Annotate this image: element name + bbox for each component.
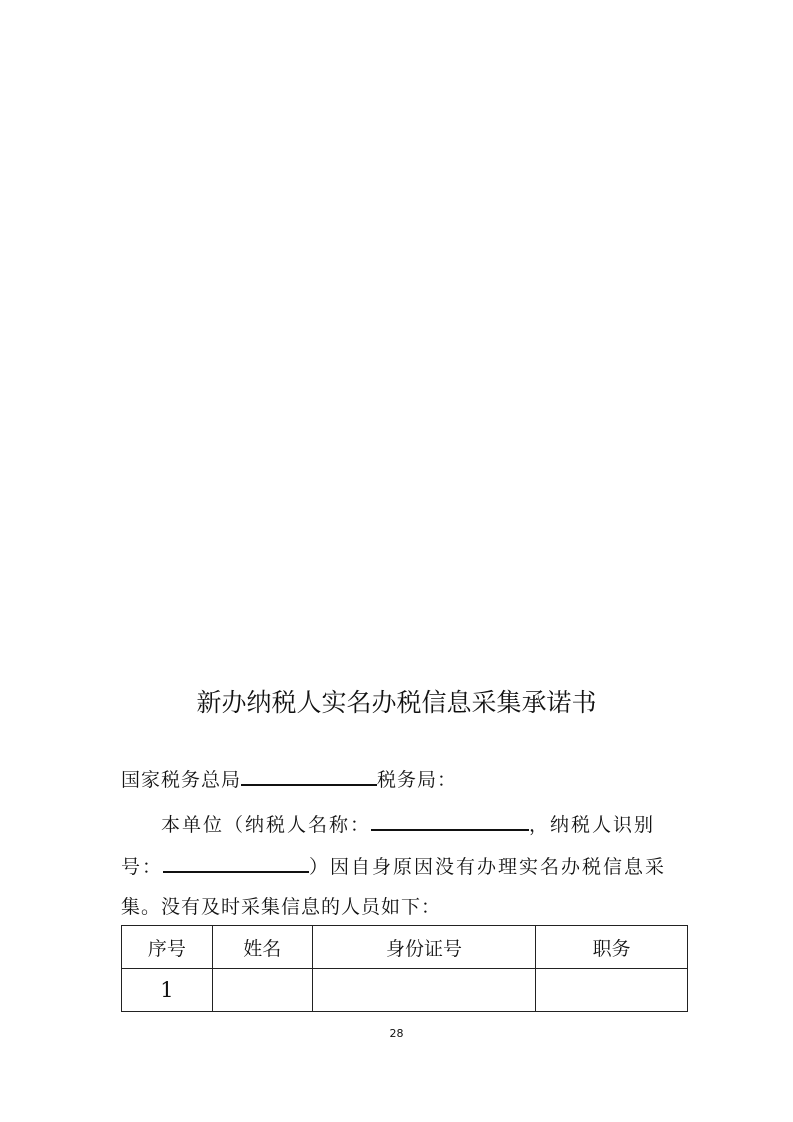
header-position: 职务 — [536, 926, 688, 969]
cell-serial: 1 — [122, 969, 213, 1012]
cell-name[interactable] — [212, 969, 312, 1012]
page-number: 28 — [389, 1027, 404, 1040]
header-name: 姓名 — [212, 926, 312, 969]
staff-table — [121, 925, 688, 1012]
taxpayer-id-blank[interactable] — [163, 852, 309, 873]
para3-text: 集。没有及时采集信息的人员如下： — [121, 896, 442, 918]
salutation-line — [121, 765, 457, 793]
para2-text-a: 号： — [121, 856, 164, 878]
header-id-number: 身份证号 — [312, 926, 536, 969]
para2-text-b: ）因自身原因没有办理实名办税信息采 — [309, 856, 667, 878]
cell-id-number[interactable] — [312, 969, 536, 1012]
para1-text-b: ，纳税人识别 — [529, 814, 656, 836]
paragraph-line-2 — [121, 852, 666, 880]
cell-position[interactable] — [536, 969, 688, 1012]
para1-text-a: 本单位（纳税人名称： — [161, 814, 372, 836]
table-row — [122, 969, 688, 1012]
salutation-prefix: 国家税务总局 — [121, 769, 242, 791]
paragraph-line-1 — [161, 810, 655, 838]
tax-bureau-blank[interactable] — [241, 765, 377, 786]
salutation-suffix: 税务局： — [377, 769, 458, 791]
taxpayer-name-blank[interactable] — [371, 810, 529, 831]
paragraph-line-3 — [121, 894, 441, 920]
header-serial: 序号 — [122, 926, 213, 969]
table-header-row — [122, 926, 688, 969]
document-title: 新办纳税人实名办税信息采集承诺书 — [196, 688, 597, 717]
